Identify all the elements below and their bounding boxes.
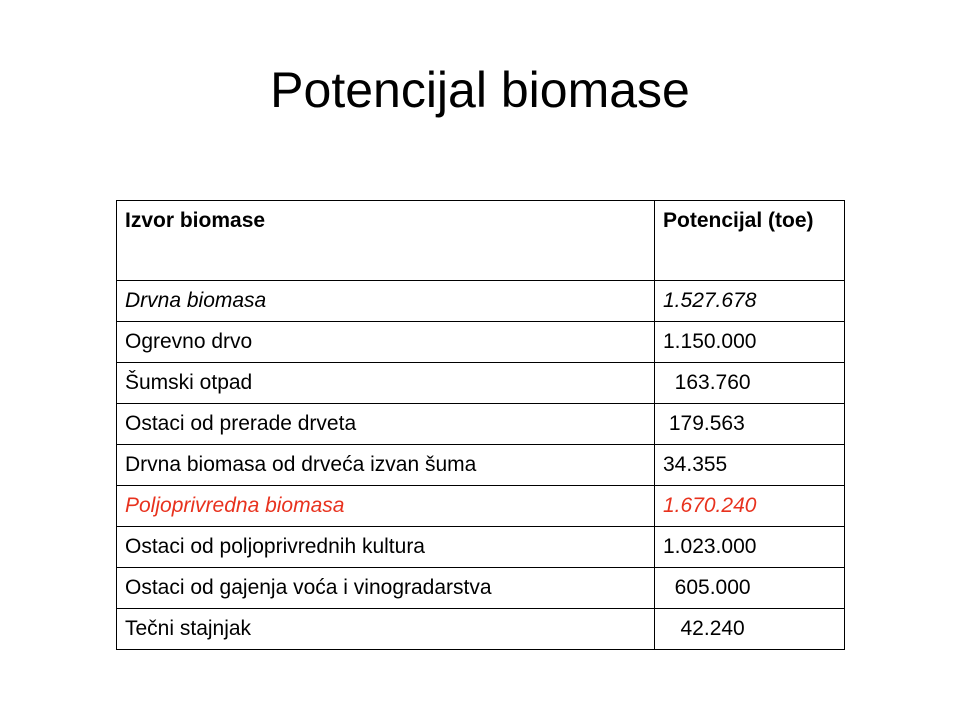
table-row xyxy=(117,404,845,445)
value-cell: 1.670.240 xyxy=(655,486,845,527)
value-cell: 179.563 xyxy=(655,404,845,445)
value-cell: 1.150.000 xyxy=(655,322,845,363)
table-row xyxy=(117,363,845,404)
table-row xyxy=(117,445,845,486)
header-source: Izvor biomase xyxy=(117,201,655,281)
source-cell: Drvna biomasa xyxy=(117,281,655,322)
source-cell: Ostaci od gajenja voća i vinogradarstva xyxy=(117,568,655,609)
table-row xyxy=(117,527,845,568)
source-cell: Ostaci od poljoprivrednih kultura xyxy=(117,527,655,568)
source-cell: Ostaci od prerade drveta xyxy=(117,404,655,445)
table-row xyxy=(117,486,845,527)
source-cell: Šumski otpad xyxy=(117,363,655,404)
table-row xyxy=(117,322,845,363)
source-cell: Ogrevno drvo xyxy=(117,322,655,363)
value-cell: 42.240 xyxy=(655,609,845,650)
slide-title: Potencijal biomase xyxy=(270,62,690,118)
value-cell: 34.355 xyxy=(655,445,845,486)
table-row xyxy=(117,609,845,650)
value-cell: 163.760 xyxy=(655,363,845,404)
value-cell: 1.527.678 xyxy=(655,281,845,322)
table-row xyxy=(117,281,845,322)
biomass-potential-table xyxy=(116,200,845,650)
table-row xyxy=(117,568,845,609)
header-potential: Potencijal (toe) xyxy=(655,201,845,281)
source-cell: Poljoprivredna biomasa xyxy=(117,486,655,527)
source-cell: Drvna biomasa od drveća izvan šuma xyxy=(117,445,655,486)
table-header-row xyxy=(117,201,845,281)
value-cell: 605.000 xyxy=(655,568,845,609)
value-cell: 1.023.000 xyxy=(655,527,845,568)
source-cell: Tečni stajnjak xyxy=(117,609,655,650)
